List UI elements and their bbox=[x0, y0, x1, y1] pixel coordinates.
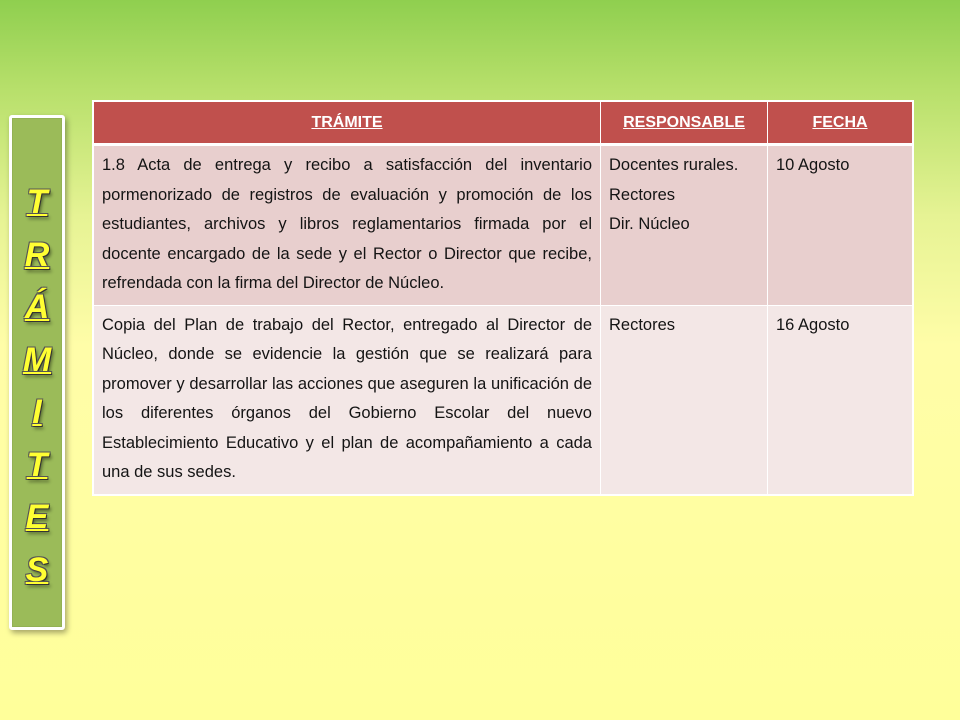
banner-letter: T bbox=[26, 183, 48, 221]
cell-responsable bbox=[601, 305, 768, 494]
banner-letter: I bbox=[32, 393, 42, 431]
banner-letter: T bbox=[26, 445, 48, 484]
table-row bbox=[94, 145, 913, 306]
table-header-row bbox=[94, 102, 913, 145]
cell-tramite: Copia del Plan de trabajo del Rector, entregado al Director de Núcleo, donde se evidencie la gestión que se realizará para promover y desarrollar las acciones que aseguren la unificación de los diferentes órganos del Gobierno Escolar del nuevo Establecimiento Educativo y el plan de acompañamiento a cada una de sus sedes. bbox=[94, 305, 601, 494]
responsable-line: Docentes rurales. bbox=[609, 156, 739, 174]
banner-letter: S bbox=[25, 550, 49, 589]
cell-fecha: 10 Agosto bbox=[768, 145, 913, 306]
responsable-line: Rectores bbox=[609, 315, 676, 334]
responsable-line: Rectores bbox=[609, 185, 676, 204]
side-banner bbox=[9, 115, 65, 630]
cell-tramite: 1.8 Acta de entrega y recibo a satisfacción del inventario pormenorizado de registros de evaluación y promoción de los estudiantes, archivos y libros reglamentarios firmada por el docente encargado de la sede y el Rector o Director que recibe, refrendada con la firma del Director de Núcleo. bbox=[94, 145, 601, 306]
header-responsable: RESPONSABLE bbox=[601, 102, 768, 145]
cell-responsable bbox=[601, 145, 768, 306]
responsable-line: Dir. Núcleo bbox=[609, 215, 690, 233]
banner-letter: R bbox=[24, 235, 50, 274]
side-banner-title bbox=[12, 176, 62, 596]
banner-letter: E bbox=[25, 498, 49, 536]
banner-letter: M bbox=[22, 340, 52, 379]
table-row bbox=[94, 305, 913, 494]
tramites-table bbox=[93, 101, 913, 495]
cell-fecha: 16 Agosto bbox=[768, 305, 913, 494]
header-fecha: FECHA bbox=[768, 102, 913, 145]
banner-letter: Á bbox=[24, 288, 50, 326]
header-tramite: TRÁMITE bbox=[94, 102, 601, 145]
